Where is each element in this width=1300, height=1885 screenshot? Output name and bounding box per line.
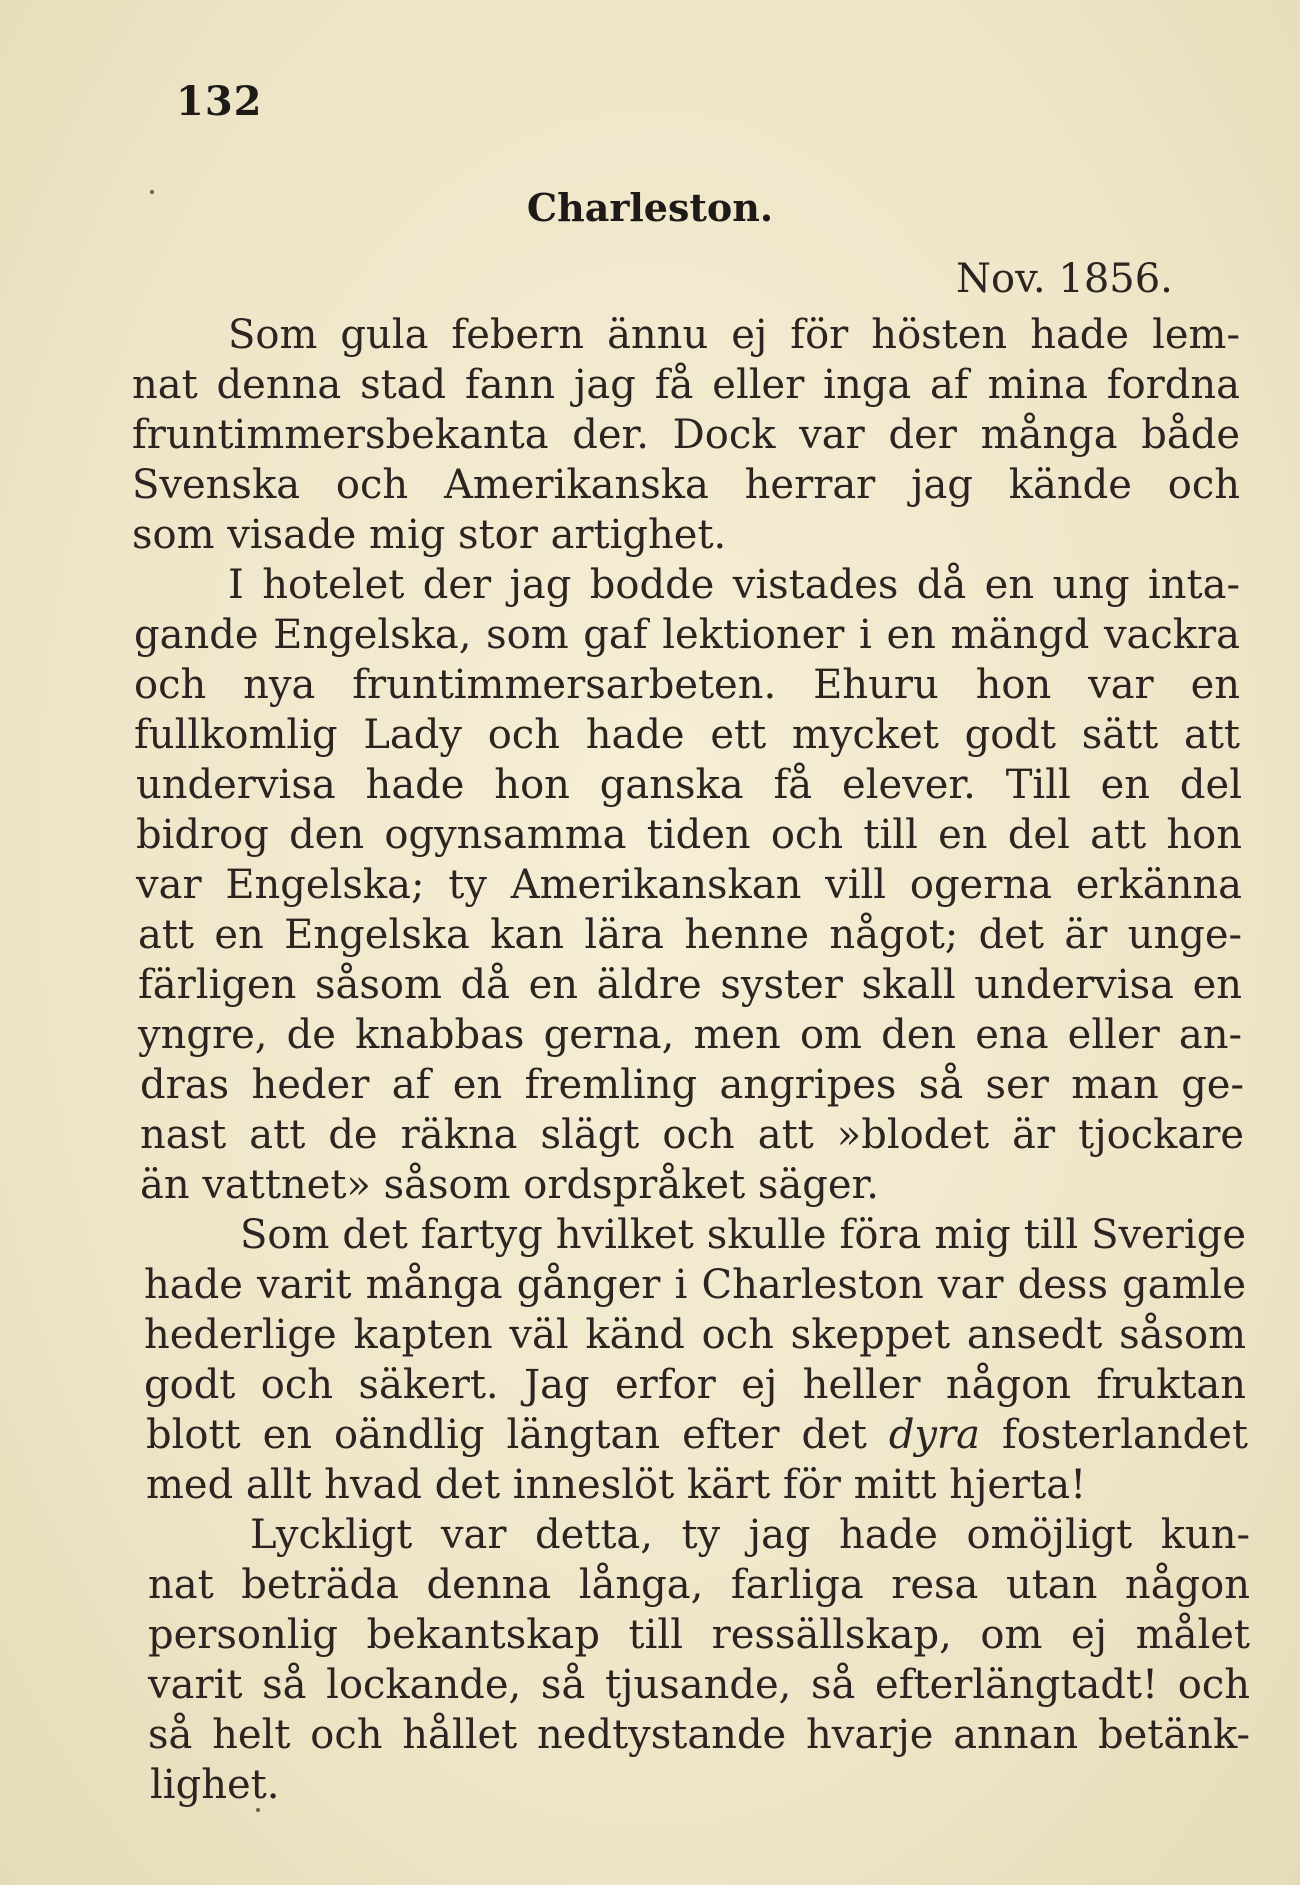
text-line: att en Engelska kan lära henne något; det är unge- (138, 912, 1242, 958)
text-line: personlig bekantskap till ressällskap, om ej målet (148, 1612, 1250, 1658)
chapter-heading: Charleston. (526, 185, 774, 230)
text-line: fruntimmersbekanta der. Dock var der många både (132, 412, 1240, 458)
text-line: yngre, de knabbas gerna, men om den ena eller an- (138, 1012, 1242, 1058)
text-line: nast att de räkna slägt och att »blodet är tjockare (140, 1112, 1244, 1158)
text-run: fosterlandet (1001, 1412, 1249, 1458)
text-line: I hotelet der jag bodde vistades då en ung inta- (228, 562, 1240, 608)
text-line: varit så lockande, så tjusande, så efterlängtadt! och (148, 1662, 1250, 1708)
ink-speck (256, 1808, 260, 1812)
text-line: Som det fartyg hvilket skulle föra mig till Sverige (240, 1212, 1246, 1258)
text-line: nat denna stad fann jag få eller inga af mina fordna (132, 362, 1240, 408)
text-line: med allt hvad det inneslöt kärt för mitt hjerta! (146, 1462, 1087, 1508)
text-line: Som gula febern ännu ej för hösten hade lem- (228, 312, 1240, 358)
text-line: gande Engelska, som gaf lektioner i en mängd vackra (134, 612, 1240, 658)
text-line: hade varit många gånger i Charleston var dess gamle (144, 1262, 1246, 1308)
text-line: Svenska och Amerikanska herrar jag kände och (132, 462, 1240, 508)
text-line: lighet. (150, 1762, 280, 1808)
text-line: bidrog den ogynsamma tiden och till en del att hon (136, 812, 1242, 858)
text-line: och nya fruntimmersarbeten. Ehuru hon var en (134, 662, 1240, 708)
text-line: som visade mig stor artighet. (132, 512, 727, 558)
page-number: 132 (176, 78, 263, 125)
text-line: dras heder af en fremling angripes så ser man ge- (140, 1062, 1244, 1108)
text-line: var Engelska; ty Amerikanskan vill ogerna erkänna (136, 862, 1242, 908)
text-line: godt och säkert. Jag erfor ej heller någon fruktan (144, 1362, 1246, 1408)
dateline: Nov. 1856. (956, 256, 1173, 302)
text-line: Lyckligt var detta, ty jag hade omöjligt kun- (250, 1512, 1250, 1558)
text-line: undervisa hade hon ganska få elever. Till en del (136, 762, 1242, 808)
text-line: hederlige kapten väl känd och skeppet ansedt såsom (144, 1312, 1246, 1358)
emphasized-word: dyra (888, 1412, 980, 1458)
text-run: blott en oändlig längtan efter det (146, 1412, 867, 1458)
text-line: fullkomlig Lady och hade ett mycket godt sätt att (134, 712, 1240, 758)
text-line: än vattnet» såsom ordspråket säger. (140, 1162, 879, 1208)
ink-speck (150, 190, 154, 194)
text-line-with-emphasis (146, 1410, 1248, 1460)
text-line: så helt och hållet nedtystande hvarje annan betänk- (148, 1712, 1250, 1758)
text-line: nat beträda denna långa, farliga resa utan någon (148, 1562, 1250, 1608)
text-line: färligen såsom då en äldre syster skall undervisa en (138, 962, 1242, 1008)
